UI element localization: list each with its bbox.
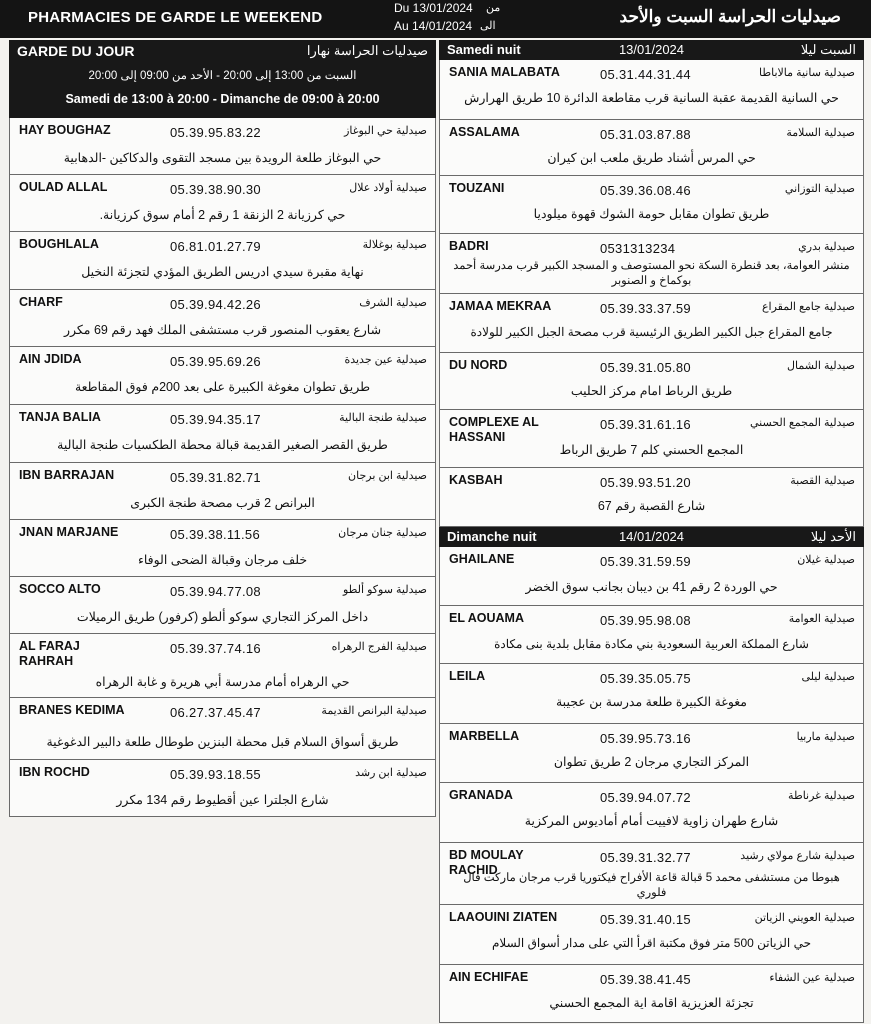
pharmacy-address: البرانص 2 قرب مصحة طنجة الكبرى	[130, 496, 315, 510]
pharmacy-phone: 05.39.95.83.22	[170, 125, 261, 140]
pharmacy-name-ar: صيدلية السلامة	[786, 127, 855, 139]
pharmacy-name: IBN BARRAJAN	[19, 468, 115, 482]
pharmacy-name: TOUZANI	[449, 181, 505, 195]
pharmacy-entry	[439, 468, 864, 527]
pharmacy-address: تجزئة العزيزية اقامة اية المجمع الحسني	[549, 996, 754, 1010]
pharmacy-address: شارع الجلترا عين أقطيوط رقم 134 مكرر	[116, 793, 329, 807]
pharmacy-phone: 05.39.38.90.30	[170, 182, 261, 197]
pharmacy-name-ar: صيدلية عين جديدة	[344, 354, 427, 366]
pharmacy-address: طريق القصر الصغير القديمة قبالة محطة الطكسيات طنجة البالية	[57, 438, 388, 452]
pharmacy-name-ar: صيدلية بوغلالة	[362, 239, 427, 251]
day-duty-header	[9, 40, 436, 118]
pharmacy-phone: 0531313234	[600, 241, 676, 256]
pharmacy-name-ar: صيدلية التوزاني	[784, 183, 855, 195]
pharmacy-address: طريق تطوان مقابل حومة الشوك قهوة ميلوديا	[533, 207, 770, 221]
page-title-fr: PHARMACIES DE GARDE LE WEEKEND	[28, 9, 323, 26]
pharmacy-name-ar: صيدلية الشمال	[787, 360, 855, 372]
pharmacy-entry	[439, 176, 864, 234]
pharmacy-name-ar: صيدلية المجمع الحسني	[749, 417, 855, 429]
pharmacy-entry	[439, 120, 864, 176]
pharmacy-name-ar: صيدلية شارع مولاي رشيد	[740, 850, 855, 862]
day-duty-hours-ar: السبت من 13:00 إلى 20:00 - الأحد من 09:00 إلى 20:00	[88, 70, 357, 82]
pharmacy-name: BD MOULAY RACHID	[449, 848, 524, 877]
pharmacy-phone: 05.39.31.61.16	[600, 417, 691, 432]
pharmacy-name: BOUGHLALA	[19, 237, 99, 251]
pharmacy-name: ASSALAMA	[449, 125, 520, 139]
pharmacy-name-ar: صيدلية سوكو ألطو	[342, 584, 427, 596]
pharmacy-name: GRANADA	[449, 788, 513, 802]
pharmacy-entry	[9, 634, 436, 698]
pharmacy-entry	[439, 410, 864, 468]
pharmacy-name: JNAN MARJANE	[19, 525, 119, 539]
pharmacy-name-ar: صيدلية جامع المقراع	[761, 301, 855, 313]
pharmacy-phone: 05.39.38.41.45	[600, 972, 691, 987]
pharmacy-entry	[439, 783, 864, 843]
pharmacy-name: CHARF	[19, 295, 63, 309]
pharmacy-address: منشر العوامة، بعد قنطرة السكة نحو المستوصف و المسجد الكبير قرب مدرسة أحمد بوكماخ و الصنوبر	[453, 260, 850, 287]
pharmacy-address: شارع طهران زاوية لافييت أمام أماديوس المركزية	[524, 814, 779, 828]
pharmacy-entry	[439, 905, 864, 965]
pharmacy-phone: 05.39.95.69.26	[170, 354, 261, 369]
day-duty-title-fr: GARDE DU JOUR	[17, 43, 135, 59]
pharmacy-entry	[9, 760, 436, 817]
pharmacy-address: داخل المركز التجاري سوكو ألطو (كرفور) طريق الرميلات	[76, 610, 369, 624]
pharmacy-name-ar: صيدلية ماربيا	[796, 731, 855, 743]
pharmacy-address: طريق الرباط امام مركز الحليب	[570, 384, 733, 398]
pharmacy-entry	[439, 664, 864, 724]
pharmacy-name-ar: صيدلية ليلى	[801, 671, 855, 683]
date-from: Du 13/01/2024	[394, 1, 473, 15]
pharmacy-phone: 05.39.94.07.72	[600, 790, 691, 805]
pharmacy-address: جامع المقراع جبل الكبير الطريق الرئيسية قرب مصحة الجبل الكبير للولادة	[470, 325, 833, 339]
pharmacy-name-ar: صيدلية القصبة	[790, 475, 855, 487]
pharmacy-entry	[439, 606, 864, 664]
pharmacy-name-ar: صيدلية غرناطة	[788, 790, 855, 802]
pharmacy-address: حي الرهراه أمام مدرسة أبي هريرة و غابة الرهراه	[95, 675, 350, 689]
pharmacy-entry	[439, 724, 864, 783]
pharmacy-name: BRANES KEDIMA	[19, 703, 125, 717]
sunday-night-date: 14/01/2024	[618, 529, 685, 544]
pharmacy-phone: 05.39.36.08.46	[600, 183, 691, 198]
pharmacy-phone: 05.39.94.35.17	[170, 412, 261, 427]
pharmacy-address: هبوطا من مستشفى محمد 5 قبالة قاعة الأفراح فيكتوريا قرب مرجان ماركت فال فلوري	[463, 872, 840, 899]
saturday-night-date: 13/01/2024	[618, 42, 685, 57]
pharmacy-phone: 05.39.93.51.20	[600, 475, 691, 490]
pharmacy-name: BADRI	[449, 239, 489, 253]
day-duty-column	[9, 40, 436, 817]
pharmacy-entry	[9, 463, 436, 520]
date-from-ar: من	[486, 2, 501, 14]
pharmacy-address: حي البوغاز طلعة الرويدة بين مسجد التقوى والدكاكين -الدهابية	[63, 151, 382, 165]
pharmacy-name: KASBAH	[449, 473, 503, 487]
pharmacy-phone: 05.39.93.18.55	[170, 767, 261, 782]
pharmacy-name: AIN ECHIFAE	[449, 970, 529, 984]
pharmacy-phone: 06.27.37.45.47	[170, 705, 261, 720]
pharmacy-phone: 05.39.31.05.80	[600, 360, 691, 375]
pharmacy-address: طريق أسواق السلام قبل محطة البنزين طوطال طلعة دالبير الدغوغية	[46, 735, 399, 749]
pharmacy-phone: 05.39.33.37.59	[600, 301, 691, 316]
pharmacy-address: شارع يعقوب المنصور قرب مستشفى الملك فهد رقم 69 مكرر	[63, 323, 382, 337]
pharmacy-phone: 05.39.31.59.59	[600, 554, 691, 569]
pharmacy-address: المركز التجاري مرجان 2 طريق تطوان	[553, 755, 750, 769]
day-duty-hours-fr: Samedi de 13:00 à 20:00 - Dimanche de 09:00 à 20:00	[65, 92, 380, 106]
pharmacy-name: HAY BOUGHAZ	[19, 123, 111, 137]
pharmacy-entry	[9, 347, 436, 405]
pharmacy-phone: 05.39.37.74.16	[170, 641, 261, 656]
pharmacy-name: EL AOUAMA	[449, 611, 524, 625]
pharmacy-phone: 05.39.31.40.15	[600, 912, 691, 927]
pharmacy-entry	[439, 234, 864, 294]
date-to-ar: الى	[480, 20, 496, 32]
pharmacy-address: حي الوردة 2 رقم 41 بن ديبان بجانب سوق الخضر	[525, 580, 778, 594]
pharmacy-name-ar: صيدلية غيلان	[797, 554, 855, 566]
pharmacy-phone: 05.39.38.11.56	[170, 527, 260, 542]
pharmacy-entry	[439, 547, 864, 606]
pharmacy-address: حي المرس أشناد طريق ملعب ابن كيران	[547, 151, 756, 165]
top-header-bar	[0, 0, 871, 38]
pharmacy-name: COMPLEXE AL HASSANI	[449, 415, 539, 444]
pharmacy-name: LEILA	[449, 669, 486, 683]
pharmacy-name-ar: صيدلية ابن برجان	[348, 470, 427, 482]
pharmacy-name: IBN ROCHD	[19, 765, 90, 779]
pharmacy-phone: 05.39.31.82.71	[170, 470, 261, 485]
pharmacy-name: OULAD ALLAL	[19, 180, 108, 194]
pharmacy-phone: 05.39.95.98.08	[600, 613, 691, 628]
pharmacy-name-ar: صيدلية سانية مالاباطا	[759, 67, 855, 79]
pharmacy-name-ar: صيدلية البرانص القديمة	[321, 705, 427, 717]
pharmacy-phone: 05.31.44.31.44	[600, 67, 691, 82]
night-duty-column	[439, 40, 864, 1023]
pharmacy-address: حي السانية القديمة عقبة السانية قرب مقاطعة الدائرة 10 طريق الهرارش	[464, 91, 839, 105]
pharmacy-name: MARBELLA	[449, 729, 520, 743]
pharmacy-entry	[9, 175, 436, 232]
pharmacy-phone: 05.39.35.05.75	[600, 671, 691, 686]
pharmacy-address: نهاية مقبرة سيدي ادريس الطريق المؤدي لتجزئة النخيل	[81, 265, 364, 279]
sunday-night-title: Dimanche nuit	[447, 529, 537, 544]
pharmacy-entry	[9, 577, 436, 634]
pharmacy-phone: 05.39.95.73.16	[600, 731, 691, 746]
pharmacy-entry	[9, 405, 436, 463]
day-duty-title-ar: صيدليات الحراسة نهارا	[306, 43, 428, 58]
pharmacy-entry	[439, 965, 864, 1023]
pharmacy-name: JAMAA MEKRAA	[449, 299, 552, 313]
pharmacy-name-ar: صيدلية العويني الزياتن	[754, 912, 855, 924]
pharmacy-phone: 05.39.94.42.26	[170, 297, 261, 312]
sunday-night-title-ar: الأحد ليلا	[810, 529, 856, 544]
saturday-night-title-ar: السبت ليلا	[800, 42, 856, 57]
pharmacy-entry	[9, 698, 436, 760]
pharmacy-name-ar: صيدلية بدري	[798, 241, 855, 253]
pharmacy-name-ar: صيدلية حي البوغاز	[344, 125, 427, 137]
pharmacy-name: GHAILANE	[449, 552, 515, 566]
pharmacy-phone: 05.39.31.32.77	[600, 850, 691, 865]
sunday-night-header	[439, 527, 864, 547]
pharmacy-phone: 05.39.94.77.08	[170, 584, 261, 599]
pharmacy-entry	[439, 294, 864, 353]
pharmacy-name: SANIA MALABATA	[449, 65, 560, 79]
pharmacy-address: المجمع الحسني كلم 7 طريق الرباط	[559, 443, 744, 457]
pharmacy-address: حي الزياتن 500 متر فوق مكتبة اقرأ التي على مدار أسواق السلام	[491, 936, 811, 950]
pharmacy-address: شارع القصبة رقم 67	[597, 499, 706, 513]
pharmacy-address: طريق تطوان مغوغة الكبيرة على بعد 200م فوق المقاطعة	[74, 380, 371, 394]
pharmacy-name: LAAOUINI ZIATEN	[449, 910, 558, 924]
pharmacy-address: مغوغة الكبيرة طلعة مدرسة بن عجيبة	[555, 695, 747, 709]
pharmacy-name-ar: صيدلية ابن رشد	[355, 767, 427, 779]
pharmacy-name: AIN JDIDA	[19, 352, 82, 366]
page-title-ar: صيدليات الحراسة السبت والأحد	[619, 7, 841, 26]
pharmacy-entry	[9, 232, 436, 290]
pharmacy-name: SOCCO ALTO	[19, 582, 101, 596]
saturday-night-title: Samedi nuit	[447, 42, 521, 57]
pharmacy-name-ar: صيدلية الفرج الرهراه	[331, 641, 427, 653]
pharmacy-entry	[9, 520, 436, 577]
pharmacy-address: حي كرزيانة 2 الزنقة 1 رقم 2 أمام سوق كرزيانة.	[99, 208, 346, 222]
pharmacy-name-ar: صيدلية جنان مرجان	[338, 527, 427, 539]
pharmacy-name-ar: صيدلية الشرف	[359, 297, 427, 309]
pharmacy-address: شارع المملكة العربية السعودية بني مكادة مقابل بلدية بنى مكادة	[494, 637, 809, 651]
pharmacy-name: AL FARAJ RAHRAH	[19, 639, 80, 668]
date-to: Au 14/01/2024	[394, 19, 473, 33]
pharmacy-name-ar: صيدلية طنجة البالية	[339, 412, 427, 424]
pharmacy-entry	[439, 353, 864, 410]
pharmacy-entry	[439, 60, 864, 120]
pharmacy-name-ar: صيدلية أولاد علال	[349, 182, 427, 194]
saturday-night-header	[439, 40, 864, 60]
pharmacy-phone: 05.31.03.87.88	[600, 127, 691, 142]
pharmacy-name: TANJA BALIA	[19, 410, 101, 424]
pharmacy-name-ar: صيدلية العوامة	[788, 613, 855, 625]
pharmacy-entry	[439, 843, 864, 905]
pharmacy-phone: 06.81.01.27.79	[170, 239, 261, 254]
pharmacy-address: خلف مرجان وقبالة الضحى الوفاء	[137, 553, 308, 567]
pharmacy-name: DU NORD	[449, 358, 508, 372]
pharmacy-name-ar: صيدلية عين الشفاء	[769, 972, 855, 984]
pharmacy-entry	[9, 118, 436, 175]
pharmacy-entry	[9, 290, 436, 347]
